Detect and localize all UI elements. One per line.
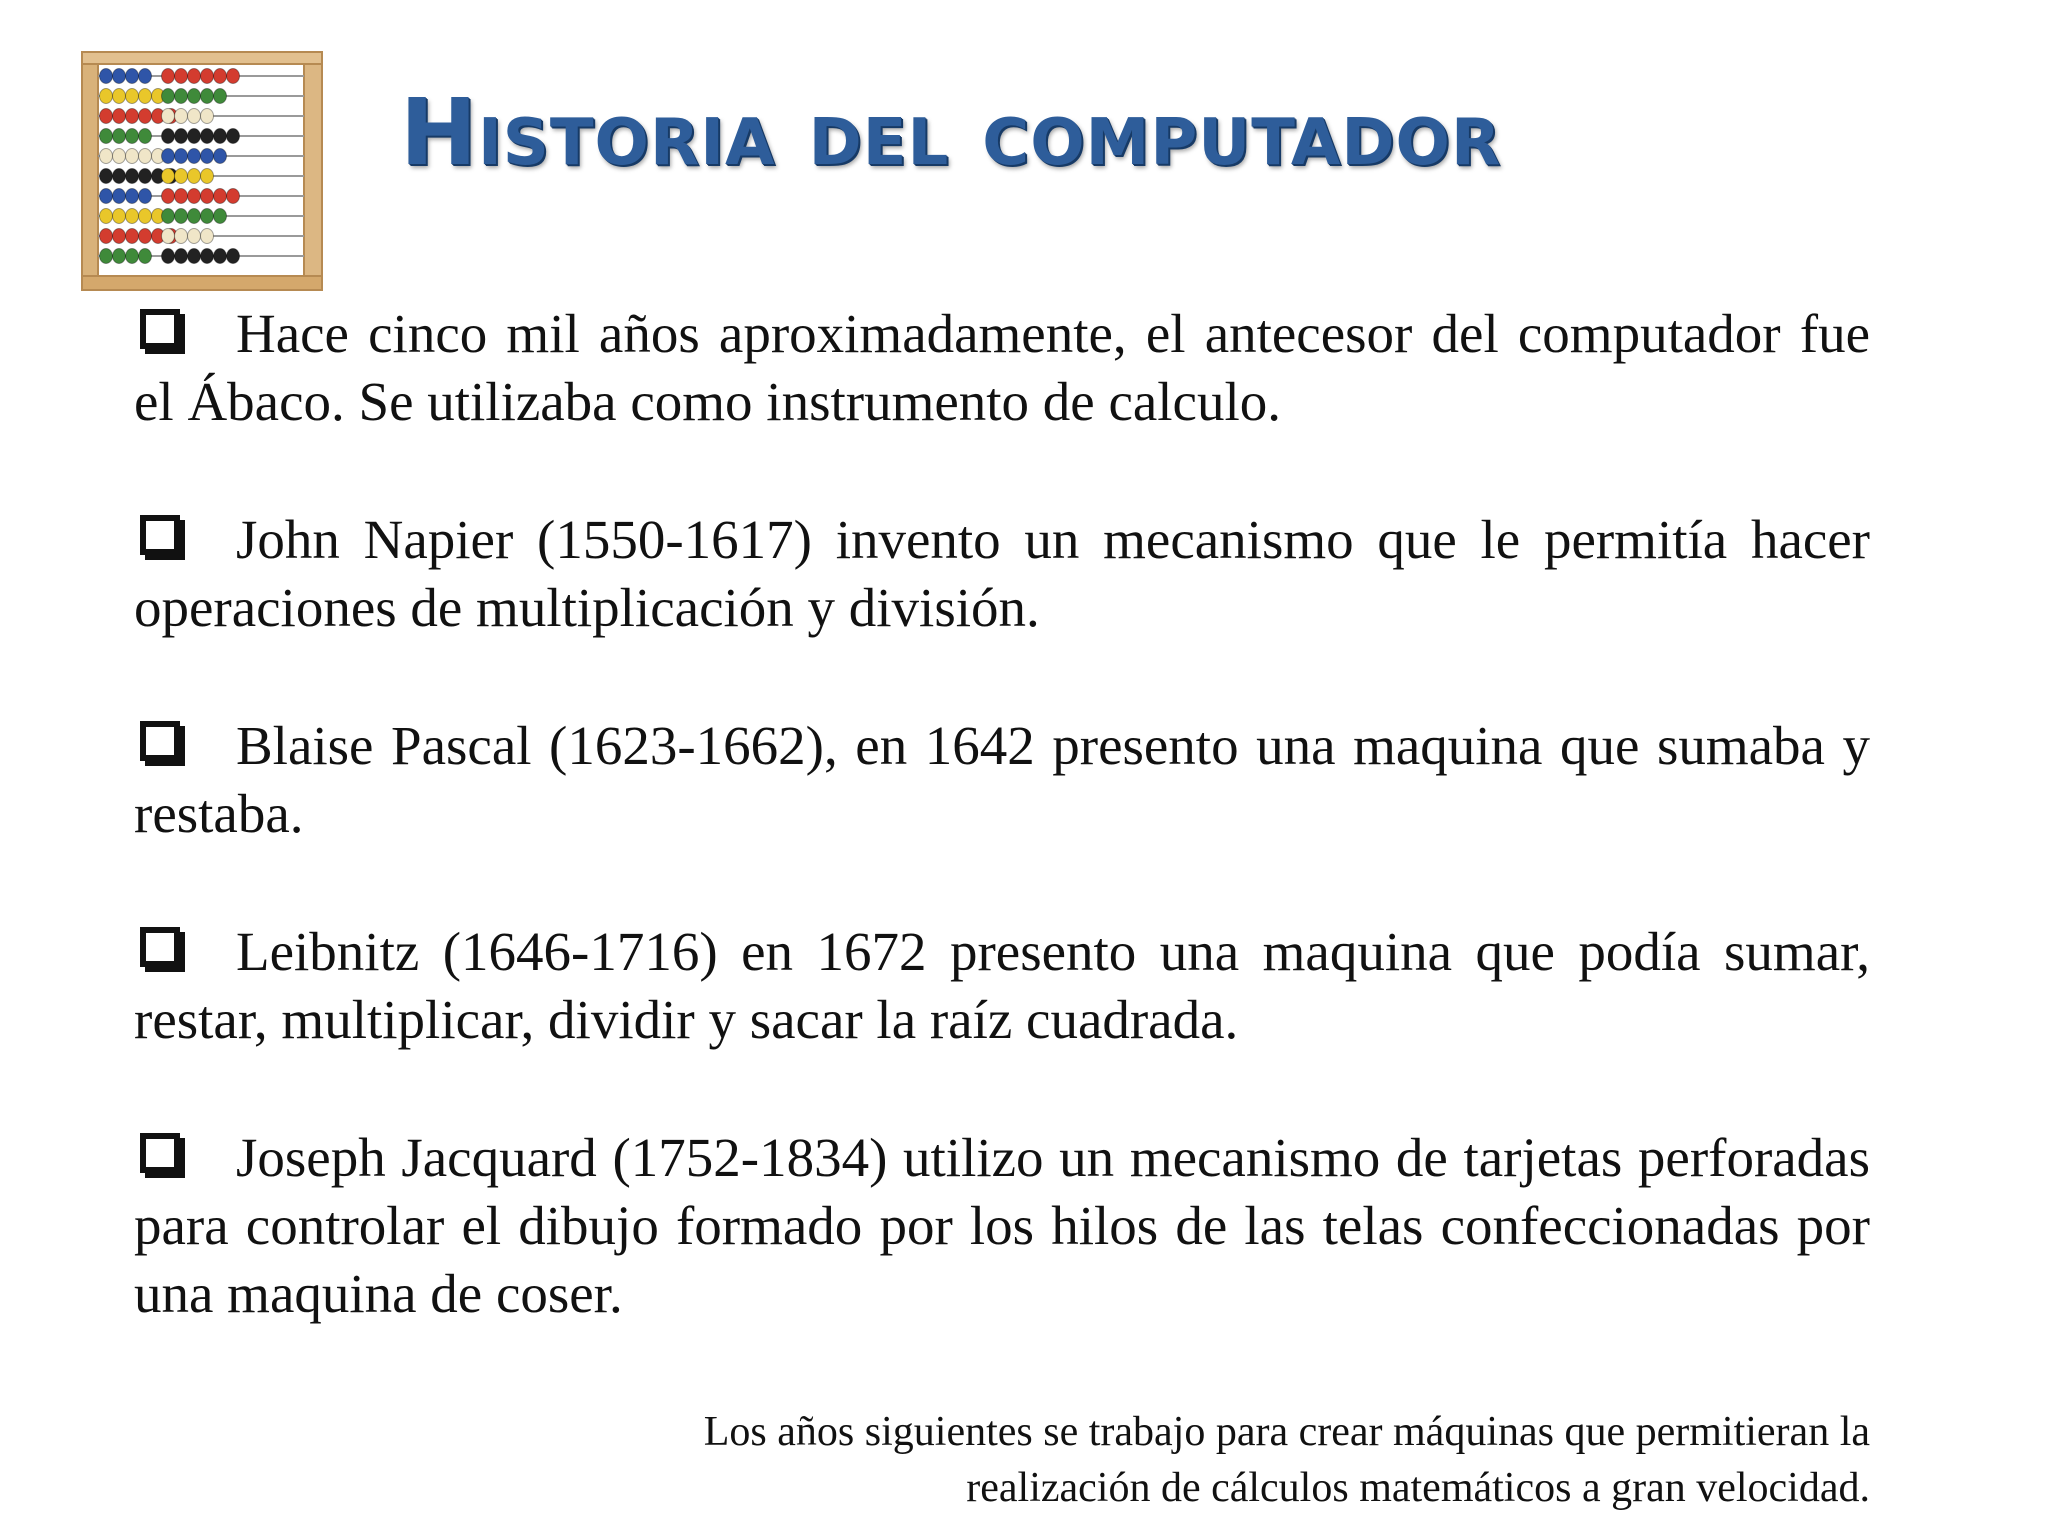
abacus-bead xyxy=(201,189,214,204)
abacus-bead xyxy=(188,149,201,164)
abacus-bead xyxy=(100,69,113,84)
abacus-bead xyxy=(100,249,113,264)
abacus-bead xyxy=(113,169,126,184)
page-title: Historia del computador xyxy=(400,79,1502,186)
abacus-icon xyxy=(76,48,330,292)
abacus-bead xyxy=(139,69,152,84)
abacus-bead xyxy=(188,169,201,184)
abacus-bead xyxy=(175,189,188,204)
abacus-bead xyxy=(201,129,214,144)
abacus-bead xyxy=(162,169,175,184)
abacus-bead xyxy=(126,149,139,164)
abacus-bead xyxy=(113,129,126,144)
abacus-bead xyxy=(126,249,139,264)
abacus-bead xyxy=(214,69,227,84)
abacus-frame-right xyxy=(304,52,322,284)
abacus-bead xyxy=(113,189,126,204)
abacus-bead xyxy=(139,229,152,244)
abacus-bead xyxy=(113,229,126,244)
abacus-bead xyxy=(162,109,175,124)
abacus-bead xyxy=(227,189,240,204)
abacus-bead xyxy=(139,189,152,204)
abacus-bead xyxy=(162,229,175,244)
abacus-bead xyxy=(188,89,201,104)
abacus-bead xyxy=(188,249,201,264)
checkbox-bullet-icon xyxy=(140,927,180,967)
abacus-bead xyxy=(162,129,175,144)
bullet-text: Hace cinco mil años aproximadamente, el antecesor del computador fue el Ábaco. Se utilizaba como instrumento de calculo. xyxy=(134,303,1870,432)
abacus-bead xyxy=(201,69,214,84)
bullet-item xyxy=(134,1124,1870,1328)
abacus-bead xyxy=(214,249,227,264)
bullet-text: Blaise Pascal (1623-1662), en 1642 presento una maquina que sumaba y restaba. xyxy=(134,715,1870,844)
abacus-bead xyxy=(113,109,126,124)
abacus-bead xyxy=(188,69,201,84)
abacus-bead xyxy=(126,189,139,204)
abacus-bead xyxy=(126,109,139,124)
checkbox-bullet-icon xyxy=(140,309,180,349)
footnote-line-1: Los años siguientes se trabajo para crear máquinas que permitieran la xyxy=(703,1409,1870,1455)
abacus-bead xyxy=(175,89,188,104)
abacus-bead xyxy=(188,209,201,224)
abacus-rows xyxy=(98,69,304,264)
abacus-bead xyxy=(175,209,188,224)
abacus-bead xyxy=(139,89,152,104)
abacus-bead xyxy=(162,209,175,224)
abacus-bead xyxy=(139,149,152,164)
abacus-bead xyxy=(214,149,227,164)
abacus-bead xyxy=(175,69,188,84)
abacus-bead xyxy=(100,169,113,184)
abacus-bead xyxy=(126,229,139,244)
abacus-bead xyxy=(214,129,227,144)
bullet-item xyxy=(134,918,1870,1054)
abacus-bead xyxy=(201,229,214,244)
abacus-bead xyxy=(201,169,214,184)
abacus-bead xyxy=(113,69,126,84)
abacus-bead xyxy=(162,149,175,164)
checkbox-bullet-icon xyxy=(140,1133,180,1173)
abacus-bead xyxy=(188,189,201,204)
abacus-frame-top xyxy=(82,52,322,64)
abacus-bead xyxy=(100,189,113,204)
abacus-bead xyxy=(175,169,188,184)
footnote-line-2: realización de cálculos matemáticos a gran velocidad. xyxy=(966,1465,1870,1511)
abacus-bead xyxy=(201,209,214,224)
abacus-bead xyxy=(188,109,201,124)
abacus-bead xyxy=(214,209,227,224)
abacus-bead xyxy=(214,189,227,204)
abacus-bead xyxy=(175,229,188,244)
abacus-bead xyxy=(100,229,113,244)
abacus-bead xyxy=(113,89,126,104)
abacus-frame-bottom xyxy=(82,276,322,290)
abacus-bead xyxy=(227,69,240,84)
abacus-bead xyxy=(227,129,240,144)
abacus-bead xyxy=(113,209,126,224)
bullet-item xyxy=(134,506,1870,642)
abacus-bead xyxy=(201,149,214,164)
checkbox-bullet-icon xyxy=(140,515,180,555)
abacus-bead xyxy=(162,249,175,264)
bullet-item xyxy=(134,300,1870,436)
abacus-bead xyxy=(100,129,113,144)
abacus-bead xyxy=(175,249,188,264)
checkbox-bullet-icon xyxy=(140,721,180,761)
abacus-bead xyxy=(139,129,152,144)
abacus-bead xyxy=(188,129,201,144)
abacus-bead xyxy=(139,109,152,124)
abacus-bead xyxy=(126,89,139,104)
abacus-bead xyxy=(162,89,175,104)
abacus-bead xyxy=(100,89,113,104)
abacus-bead xyxy=(126,129,139,144)
abacus-bead xyxy=(175,129,188,144)
abacus-bead xyxy=(175,149,188,164)
abacus-bead xyxy=(126,209,139,224)
abacus-bead xyxy=(126,69,139,84)
abacus-bead xyxy=(113,249,126,264)
abacus-bead xyxy=(139,209,152,224)
bullet-text: Joseph Jacquard (1752-1834) utilizo un mecanismo de tarjetas perforadas para controlar el dibujo formado por los hilos de las telas confeccionadas por una maquina de coser. xyxy=(134,1127,1870,1324)
abacus-bead xyxy=(201,249,214,264)
abacus-bead xyxy=(113,149,126,164)
abacus-bead xyxy=(201,89,214,104)
abacus-frame-left xyxy=(82,52,98,288)
abacus-bead xyxy=(214,89,227,104)
footnote xyxy=(470,1404,1870,1516)
abacus-bead xyxy=(100,149,113,164)
abacus-bead xyxy=(126,169,139,184)
bullet-list xyxy=(134,300,1870,1398)
abacus-bead xyxy=(227,249,240,264)
abacus-bead xyxy=(201,109,214,124)
abacus-bead xyxy=(100,209,113,224)
abacus-bead xyxy=(100,109,113,124)
abacus-bead xyxy=(139,169,152,184)
abacus-bead xyxy=(188,229,201,244)
abacus-bead xyxy=(139,249,152,264)
bullet-item xyxy=(134,712,1870,848)
bullet-text: Leibnitz (1646-1716) en 1672 presento una maquina que podía sumar, restar, multiplicar, dividir y sacar la raíz cuadrada. xyxy=(134,921,1870,1050)
abacus-bead xyxy=(162,189,175,204)
abacus-bead xyxy=(175,109,188,124)
abacus-bead xyxy=(162,69,175,84)
bullet-text: John Napier (1550-1617) invento un mecanismo que le permitía hacer operaciones de multiplicación y división. xyxy=(134,509,1870,638)
